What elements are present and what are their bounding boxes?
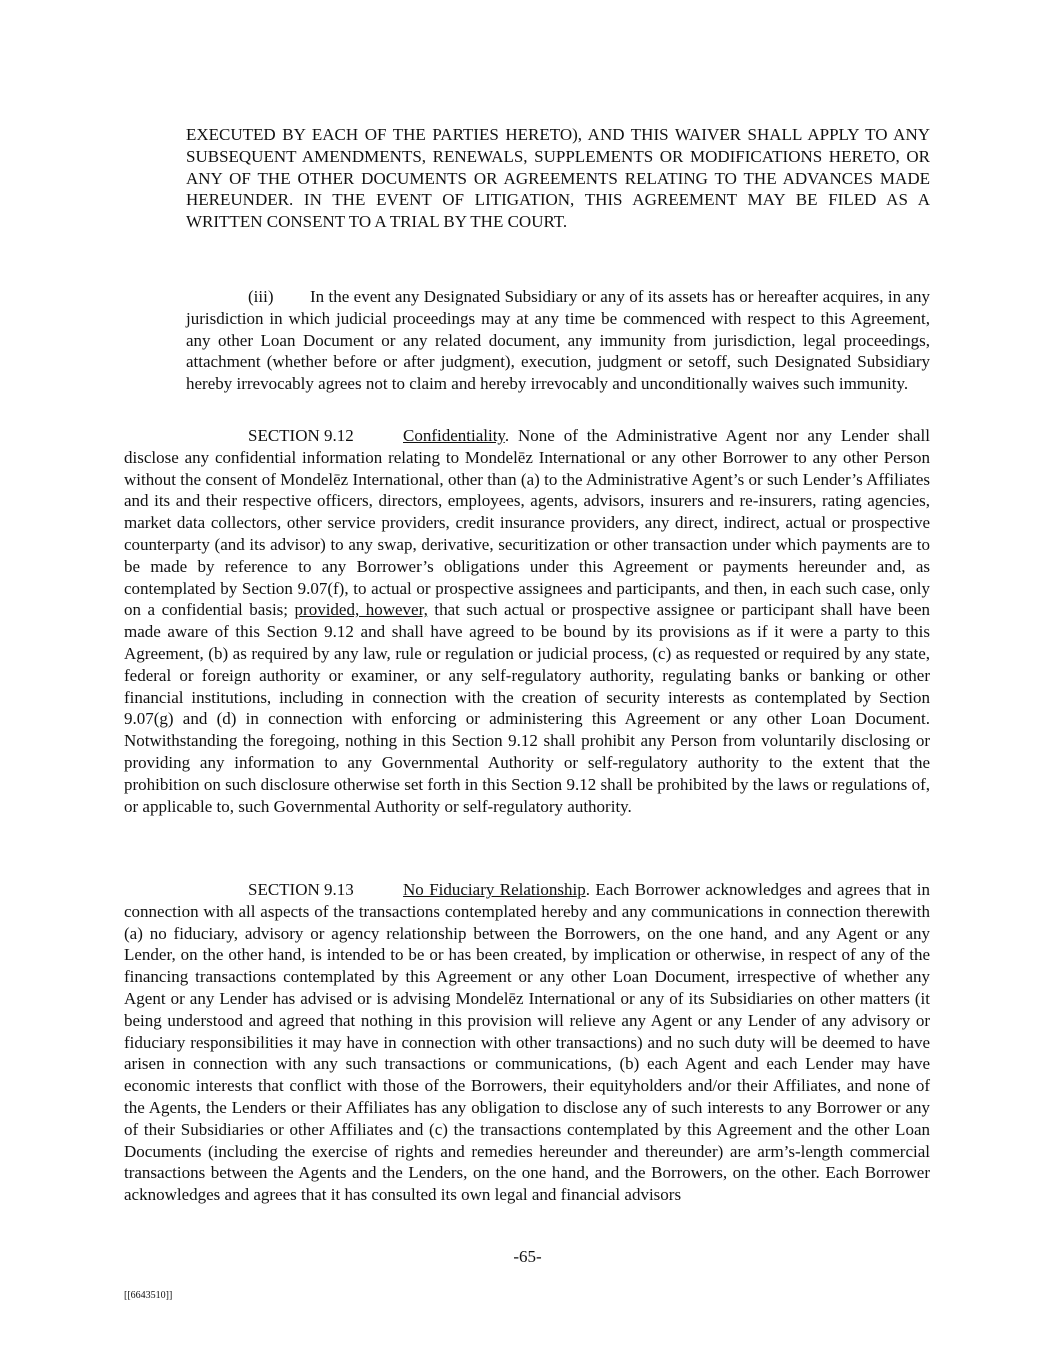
section-9-13: [124, 879, 930, 1206]
clause-iii-number: (iii): [248, 287, 274, 306]
section-9-13-text: . Each Borrower acknowledges and agrees that in connection with all aspects of the transactions contemplated hereby and any communications in connection therewith (a) no fiduciary, advisory or agency relationship between the Borrowers, on the one hand, and any Agent or any Lender, on the other hand, is intended to be or has been created, by implication or otherwise, in respect of any of the financing transactions contemplated by this Agreement or any other Loan Document, irrespective of whether any Agent or any Lender has advised or is advising Mondelēz International or any of its Subsidiaries on other matters (it being understood and agreed that nothing in this provision will relieve any Agent or any Lender of any advisory or fiduciary responsibilities it may have in connection with other transactions) and no such duty will be deemed to have arisen in connection with any such transactions or communications, (b) each Agent and each Lender may have economic interests that conflict with those of the Borrowers, their equityholders and/or their Affiliates, and none of the Agents, the Lenders or their Affiliates has any obligation to disclose any of such interests to any Borrower or any of their Subsidiaries or other Affiliates and (c) the transactions contemplated by this Agreement and the other Loan Documents (including the exercise of rights and remedies hereunder and thereunder) are arm’s-length commercial transactions between the Agents and the Lenders, on the one hand, and the Borrowers, on the other. Each Borrower acknowledges and agrees that it has consulted its own legal and financial advisors: [124, 880, 931, 1205]
clause-iii: [186, 286, 930, 395]
page-number: -65-: [513, 1247, 542, 1266]
section-9-12: [124, 425, 930, 817]
section-9-12-text-a: . None of the Administrative Agent nor any Lender shall disclose any confidential information relating to Mondelēz International or any other Borrower to any other Person without the consent of Mondelēz International, other than (a) to the Administrative Agent’s or such Lender’s Affiliates and its and their respective officers, directors, employees, agents, advisors, insurers and re-insurers, rating agencies, market data collectors, other service providers, credit insurance providers, any direct, indirect, actual or prospective counterparty (and its advisor) to any swap, derivative, securitization or other transaction under which payments are to be made by reference to any Borrower’s obligations under this Agreement or payments hereunder and, as contemplated by Section 9.07(f), to actual or prospective assignees and participants, and then, in each such case, only on a confidential basis;: [124, 426, 930, 620]
section-9-12-text-b: that such actual or prospective assignee or participant shall have been made aware of this Section 9.12 and shall have agreed to be bound by its provisions as if it were a party to this Agreement, (b) as required by any law, rule or regulation or judicial process, (c) as requested or required by any state, federal or foreign authority or examiner, or any self-regulatory authority, regulating banks or banking or other financial institutions, including in connection with the creation of security interests as contemplated by Section 9.07(g) and (d) in connection with enforcing or administering this Agreement or any other Loan Document. Notwithstanding the foregoing, nothing in this Section 9.12 shall prohibit any Person from voluntarily disclosing or providing any information to any Governmental Authority or self-regulatory authority to the extent that the prohibition on such disclosure otherwise set forth in this Section 9.12 shall be prohibited by the laws or regulations of, or applicable to, such Governmental Authority or self-regulatory authority.: [124, 600, 930, 816]
section-9-13-number: SECTION 9.13: [248, 880, 354, 899]
caps-paragraph: EXECUTED BY EACH OF THE PARTIES HERETO), AND THIS WAIVER SHALL APPLY TO ANY SUBSEQUENT AMENDMENTS, RENEWALS, SUPPLEMENTS OR MODIFICATIONS HERETO, OR ANY OF THE OTHER DOCUMENTS OR AGREEMENTS RELATING TO THE ADVANCES MADE HEREUNDER. IN THE EVENT OF LITIGATION, THIS AGREEMENT MAY BE FILED AS A WRITTEN CONSENT TO A TRIAL BY THE COURT.: [186, 125, 930, 232]
section-9-12-number: SECTION 9.12: [248, 426, 354, 445]
section-9-13-heading: No Fiduciary Relationship: [403, 880, 586, 899]
section-9-12-proviso: provided, however,: [294, 600, 428, 620]
clause-iii-text: In the event any Designated Subsidiary or any of its assets has or hereafter acquires, in any jurisdiction in which judicial proceedings may at any time be commenced with respect to this Agreement, any other Loan Document or any related document, any immunity from jurisdiction, legal proceedings, attachment (whether before or after judgment), execution, judgment or setoff, such Designated Subsidiary hereby irrevocably agrees not to claim and hereby irrevocably and unconditionally waives such immunity.: [186, 287, 930, 394]
section-9-12-heading: Confidentiality: [403, 426, 505, 445]
document-id: [[6643510]]: [124, 1290, 173, 1301]
